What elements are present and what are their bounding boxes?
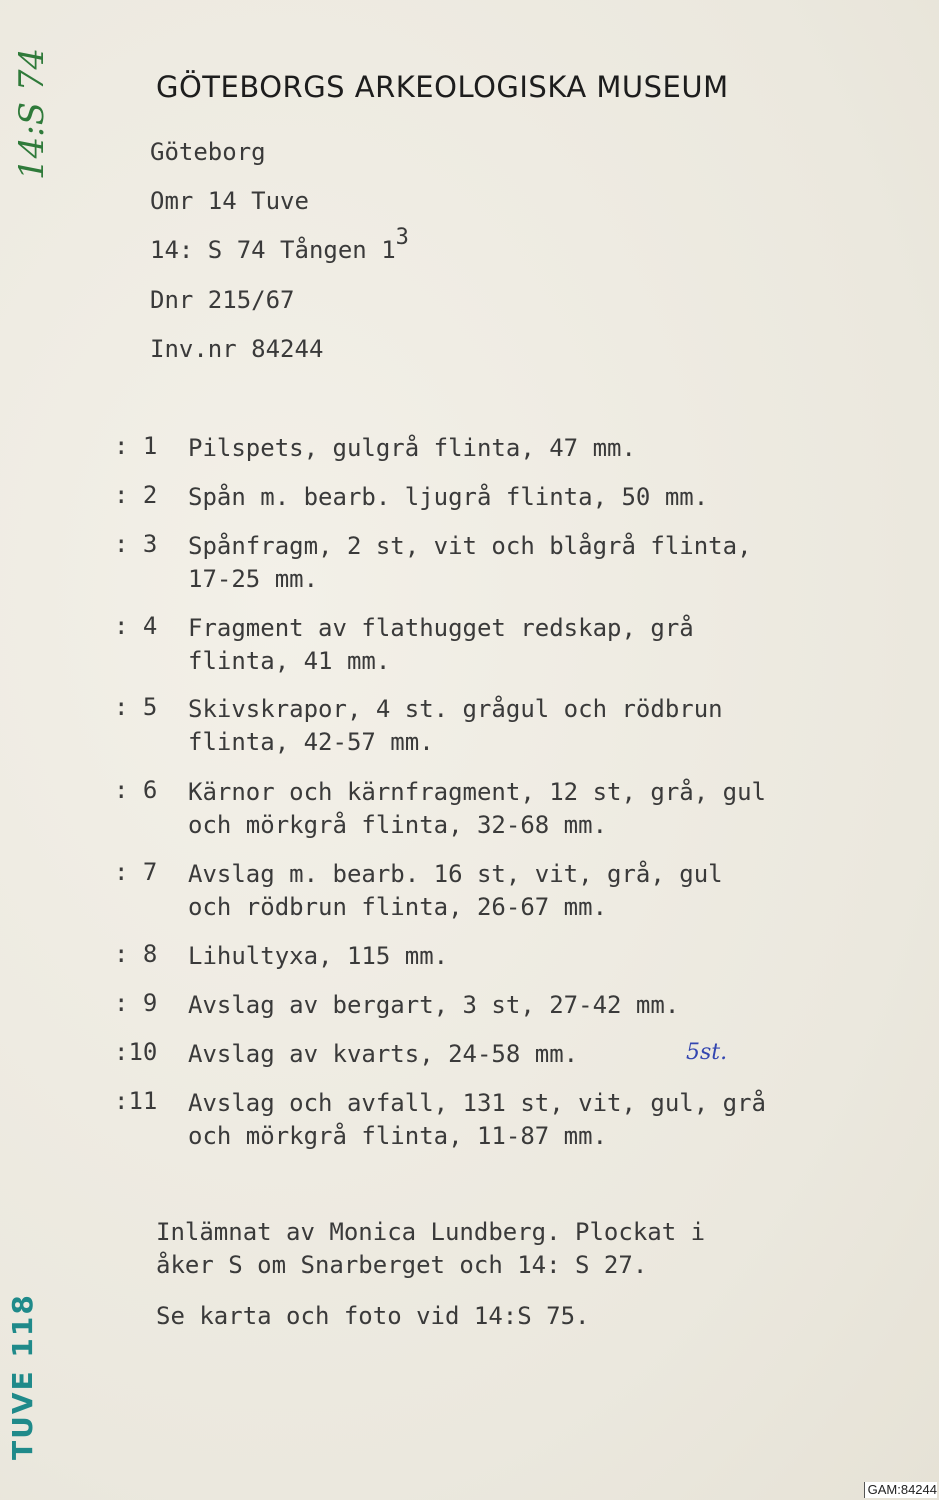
item-text: Spånfragm, 2 st, vit och blågrå flinta, 17-25 mm. (188, 532, 752, 593)
handwritten-site-number: 14:S 74 (12, 47, 52, 180)
header-city: Göteborg (150, 138, 266, 166)
item-number: : 5 (114, 693, 158, 721)
footer-reference-note: Se karta och foto vid 14:S 75. (156, 1302, 590, 1330)
item-text: Skivskrapor, 4 st. grågul och rödbrun flinta, 42-57 mm. (188, 695, 723, 756)
item-number: : 7 (114, 858, 158, 886)
item-text: Avslag och avfall, 131 st, vit, gul, grå och mörkgrå flinta, 11-87 mm. (188, 1089, 766, 1150)
item-text: Spån m. bearb. ljugrå flinta, 50 mm. (188, 483, 709, 511)
item-number: : 8 (114, 940, 158, 968)
item-text: Pilspets, gulgrå flinta, 47 mm. (188, 434, 636, 462)
header-inv: Inv.nr 84244 (150, 335, 324, 363)
header-area: Omr 14 Tuve (150, 187, 309, 215)
item-number: : 9 (114, 989, 158, 1017)
header-site (150, 225, 409, 264)
header-dnr: Dnr 215/67 (150, 286, 295, 314)
item-number: : 2 (114, 481, 158, 509)
header-site-text: 14: S 74 Tången 1 (150, 236, 396, 264)
item-number: : 1 (114, 432, 158, 460)
item-number: :11 (114, 1087, 158, 1115)
handwritten-count-note: 5st. (686, 1040, 728, 1065)
item-number: : 4 (114, 612, 158, 640)
item-text: Avslag av bergart, 3 st, 27-42 mm. (188, 991, 680, 1019)
header-site-superscript: 3 (395, 225, 409, 250)
item-text: Avslag m. bearb. 16 st, vit, grå, gul och rödbrun flinta, 26-67 mm. (188, 860, 723, 921)
catalog-id-label: GAM:84244 (864, 1482, 937, 1498)
item-number: : 6 (114, 776, 158, 804)
item-text: Lihultyxa, 115 mm. (188, 942, 449, 970)
item-number: : 3 (114, 530, 158, 558)
item-number: :10 (114, 1038, 158, 1066)
museum-letterhead: GÖTEBORGS ARKEOLOGISKA MUSEUM (156, 70, 729, 104)
item-text: Fragment av flathugget redskap, grå flinta, 41 mm. (188, 614, 694, 675)
item-text: Avslag av kvarts, 24-58 mm. (188, 1040, 579, 1068)
side-stamp-tuve: TUVE 118 (6, 1293, 39, 1460)
item-text: Kärnor och kärnfragment, 12 st, grå, gul och mörkgrå flinta, 32-68 mm. (188, 778, 766, 839)
footer-submission-note: Inlämnat av Monica Lundberg. Plockat i åker S om Snarberget och 14: S 27. (156, 1218, 706, 1279)
